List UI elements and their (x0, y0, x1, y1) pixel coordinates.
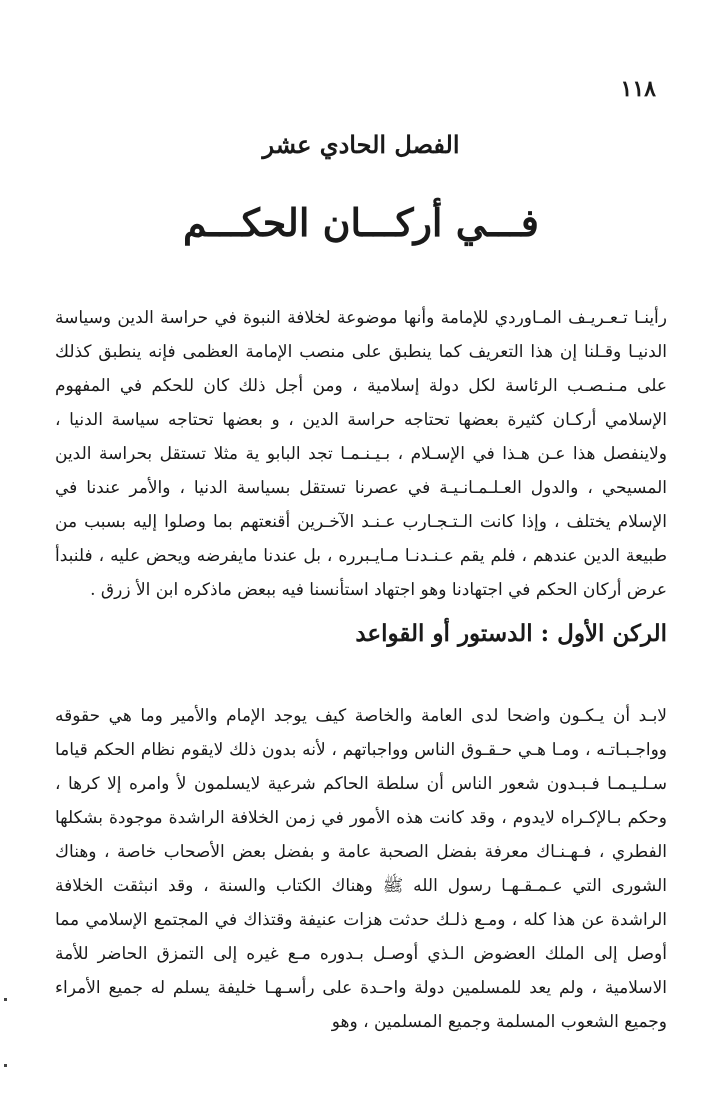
chapter-heading: الفصل الحادي عشر (262, 130, 460, 159)
section-heading: الركن الأول : الدستور أو القواعد (355, 620, 667, 647)
chapter-title: فـــي أركـــان الحكـــم (183, 200, 539, 245)
paragraph-1: رأينـا تـعـريـف المـاوردي للإمامة وأنها موضوعة لخلافة النبوة في حراسة الدين وسياسة الدنيـا وقـلنا إن هذا التعريف كما ينطبق على منصب الإمامة العظمى فإنه ينطبق كذلك على مـنـصـب الرئاسة لكل دولة إسلامية ، ومن أجل ذلك كان للحكم في المفهوم الإسلامي أركـان كثيرة بعضها تحتاجه حراسة الدين ، و بعضها تحتاجه سياسة الدنيا ، ولاينفصل هذا عـن هـذا في الإسـلام ، بـيـنـمـا تجد البابو ية مثلا تستقل بحراسة الدين المسيحي ، والدول العـلـمـانـيـة في عصرنا تستقل بسياسة الدنيا ، والأمر عندنا في الإسلام يختلف ، وإذا كانت الـتـجـارب عـنـد الآخـرين أقنعتهم بما وصلوا إليه بسبب من طبيعة الدين عندهم ، فلم يقم عـنـدنـا مـايـبرره ، بل عندنا مايفرضه ويحض عليه ، فلنبدأ عرض أركان الحكم في اجتهادنا وهو اجتهاد استأنسنا فيه ببعض ماذكره ابن الأ زرق . (55, 308, 667, 600)
margin-dot-top (4, 998, 7, 1001)
page-number: ١١٨ (620, 76, 656, 102)
margin-dot-bottom (4, 1064, 7, 1067)
paragraph-2: لابـد أن يـكـون واضحا لدى العامة والخاصة كيف يوجد الإمام والأمير وما هي حقوقه وواجـبـاتـه ، ومـا هـي حـقـوق الناس وواجباتهم ، لأنه بدون ذلك لايقوم نظام الحكم قياما سـلـيـمـا فـبـدون شعور الناس أن سلطة الحاكم شرعية لايسلمون لأ وامره إلا كرها ، وحكم بـالإكـراه لايدوم ، وقد كانت هذه الأمور في زمن الخلافة الراشدة موجودة بشكلها الفطري ، فـهـنـاك معرفة بفضل الصحبة عامة و بفضل بعض الأصحاب خاصة ، وهناك الشورى التي عـمـقـهـا رسول الله ﷺ وهناك الكتاب والسنة ، وقد انبثقت الخلافة الراشدة عن هذا كله ، ومـع ذلـك حدثت هزات عنيفة وقتذاك في المجتمع الإسلامي مما أوصل إلى الملك العضوض الـذي أوصـل بـدوره مـع غيره إلى التمزق الحاضر للأمة الاسلامية ، ولم يعد للمسلمين دولة واحـدة على رأسـهـا خليفة يسلم له جميع الأمراء وجميع الشعوب المسلمة وجميع المسلمين ، وهو (55, 706, 667, 1032)
